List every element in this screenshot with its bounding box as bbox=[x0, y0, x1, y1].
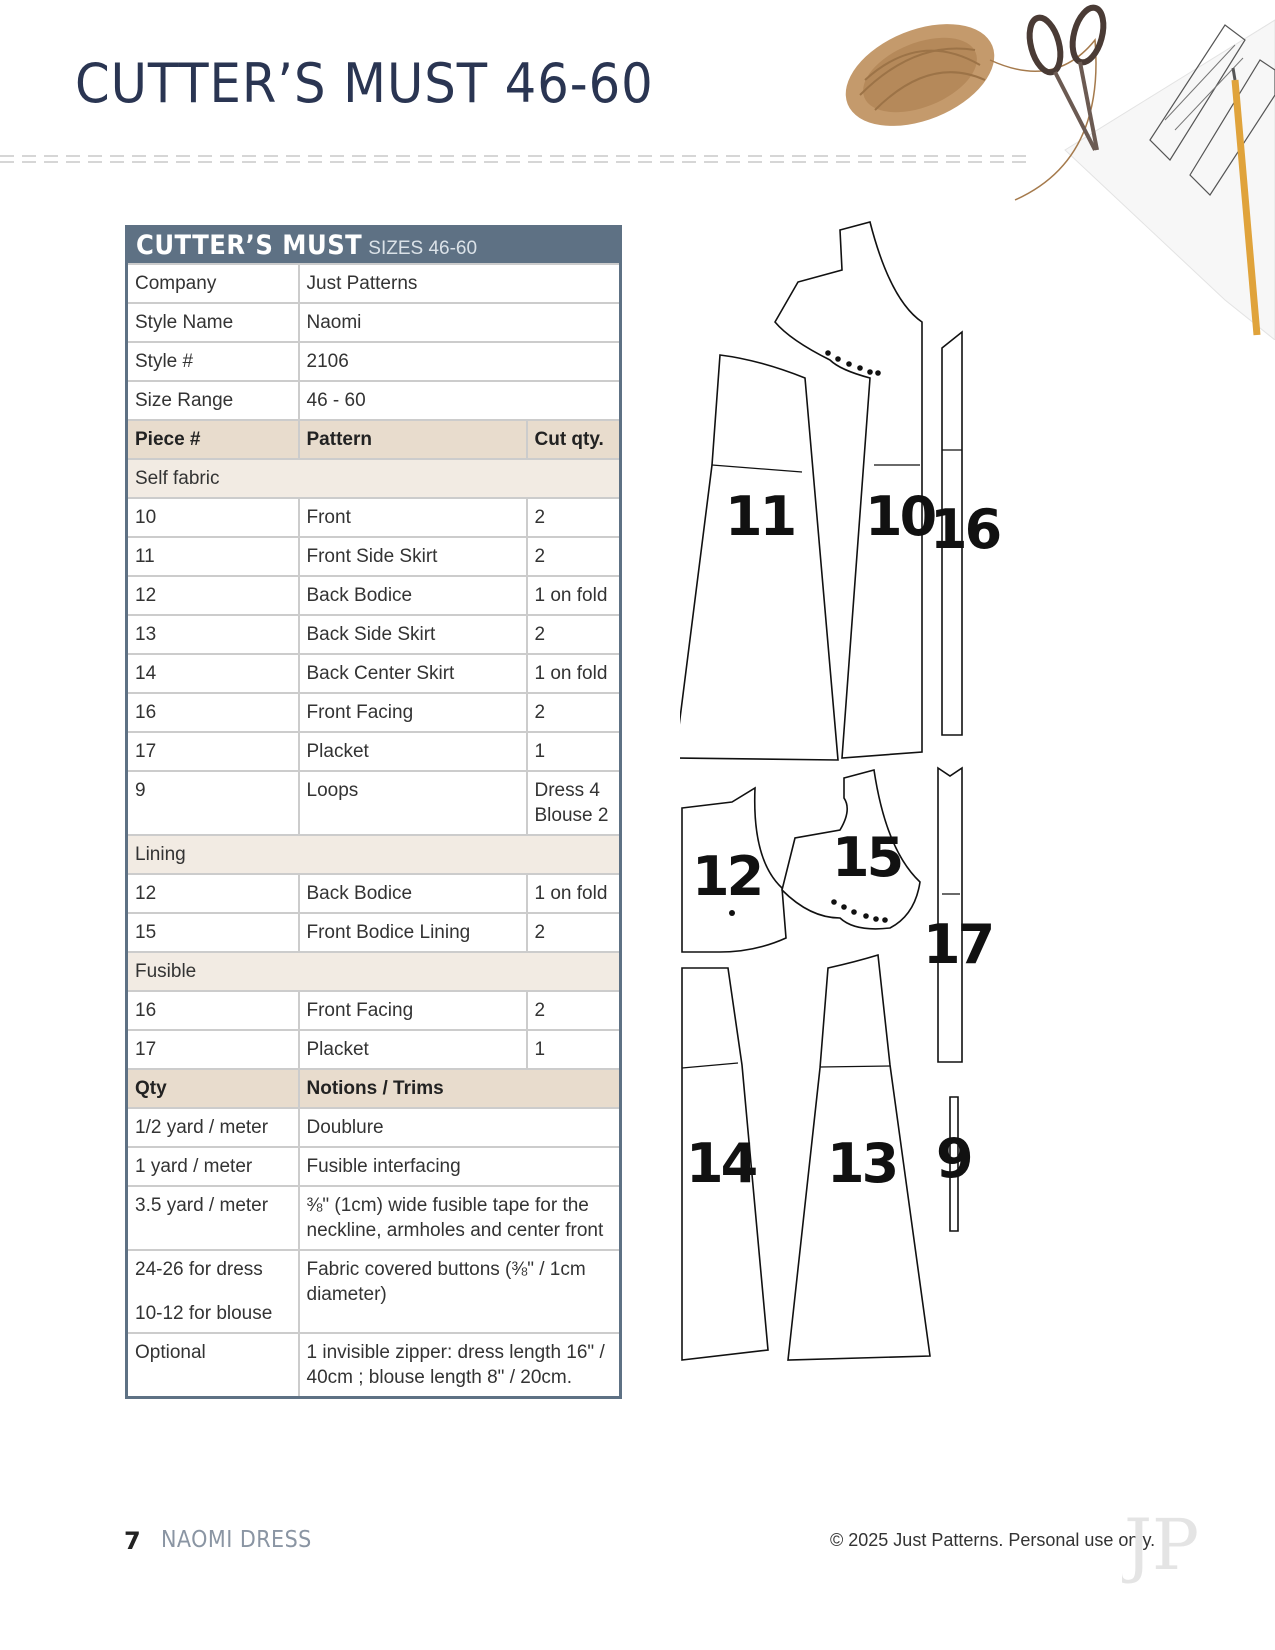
info-row-company bbox=[127, 264, 621, 303]
piece-number: 12 bbox=[127, 576, 299, 615]
info-row-style-number bbox=[127, 342, 621, 381]
table-banner-title: CUTTER’S MUST bbox=[136, 230, 363, 261]
piece-number-label: 16 bbox=[930, 498, 1000, 561]
table-row bbox=[127, 654, 621, 693]
info-row-size-range bbox=[127, 381, 621, 420]
pattern-name: Back Bodice bbox=[299, 576, 527, 615]
notion-qty: 24-26 for dress bbox=[135, 1259, 263, 1280]
table-row bbox=[127, 991, 621, 1030]
notion-item: Fabric covered buttons (⅜" / 1cm diameter) bbox=[299, 1250, 621, 1333]
notion-row bbox=[127, 1333, 621, 1398]
cut-qty: 2 bbox=[527, 537, 621, 576]
notion-qty-cell bbox=[127, 1250, 299, 1333]
section-self-fabric bbox=[127, 459, 621, 498]
piece-number: 10 bbox=[127, 498, 299, 537]
cut-qty: 2 bbox=[527, 498, 621, 537]
info-value: Naomi bbox=[299, 303, 621, 342]
table-row bbox=[127, 732, 621, 771]
pattern-name: Front Facing bbox=[299, 693, 527, 732]
piece-number: 15 bbox=[127, 913, 299, 952]
cut-qty: 2 bbox=[527, 991, 621, 1030]
pattern-piece-13 bbox=[788, 955, 930, 1360]
cut-qty: 2 bbox=[527, 913, 621, 952]
brand-logo-icon bbox=[1122, 1505, 1212, 1585]
section-label: Lining bbox=[127, 835, 621, 874]
table-banner bbox=[127, 227, 621, 265]
pieces-header-row bbox=[127, 420, 621, 459]
piece-number-label: 11 bbox=[725, 485, 795, 548]
cutters-must-table bbox=[125, 225, 622, 1399]
cut-qty: 1 on fold bbox=[527, 874, 621, 913]
pattern-piece-16 bbox=[930, 332, 1000, 735]
table-row bbox=[127, 615, 621, 654]
pattern-name: Front bbox=[299, 498, 527, 537]
pattern-piece-17 bbox=[923, 768, 992, 1062]
pattern-piece-15 bbox=[782, 770, 920, 929]
notion-row bbox=[127, 1250, 621, 1333]
piece-number: 16 bbox=[127, 991, 299, 1030]
page-title: CUTTER’S MUST 46-60 bbox=[75, 52, 654, 115]
piece-number: 16 bbox=[127, 693, 299, 732]
pattern-name: Front Facing bbox=[299, 991, 527, 1030]
piece-number: 9 bbox=[127, 771, 299, 835]
notions-header-row bbox=[127, 1069, 621, 1108]
notion-row bbox=[127, 1147, 621, 1186]
table-row bbox=[127, 771, 621, 835]
table-row bbox=[127, 693, 621, 732]
cut-qty: 1 on fold bbox=[527, 576, 621, 615]
pattern-pieces-diagram bbox=[680, 210, 1040, 1440]
info-value: 46 - 60 bbox=[299, 381, 621, 420]
pattern-name: Placket bbox=[299, 1030, 527, 1069]
info-value: 2106 bbox=[299, 342, 621, 381]
piece-number-label: 10 bbox=[865, 485, 935, 548]
notion-qty: 3.5 yard / meter bbox=[127, 1186, 299, 1250]
pattern-piece-9 bbox=[936, 1097, 971, 1231]
header-pattern: Pattern bbox=[299, 420, 527, 459]
piece-number: 11 bbox=[127, 537, 299, 576]
notion-row bbox=[127, 1108, 621, 1147]
section-lining bbox=[127, 835, 621, 874]
cut-qty: 2 bbox=[527, 693, 621, 732]
cut-qty: 1 bbox=[527, 732, 621, 771]
copyright-notice: © 2025 Just Patterns. Personal use only. bbox=[830, 1530, 1156, 1550]
pattern-name: Front Side Skirt bbox=[299, 537, 527, 576]
piece-number: 17 bbox=[127, 1030, 299, 1069]
piece-number: 14 bbox=[127, 654, 299, 693]
info-value: Just Patterns bbox=[299, 264, 621, 303]
table-row bbox=[127, 576, 621, 615]
piece-number-label: 13 bbox=[827, 1132, 897, 1195]
piece-number-label: 14 bbox=[686, 1132, 756, 1195]
table-row bbox=[127, 537, 621, 576]
pattern-piece-14 bbox=[682, 968, 768, 1360]
table-row bbox=[127, 874, 621, 913]
footer-document-title: NAOMI DRESS bbox=[161, 1527, 312, 1553]
piece-number: 13 bbox=[127, 615, 299, 654]
cut-qty: 2 bbox=[527, 615, 621, 654]
info-label: Style Name bbox=[127, 303, 299, 342]
info-label: Company bbox=[127, 264, 299, 303]
header-qty: Qty bbox=[127, 1069, 299, 1108]
notion-qty: 1/2 yard / meter bbox=[127, 1108, 299, 1147]
notion-qty-secondary: 10-12 for blouse bbox=[135, 1303, 273, 1324]
piece-number-label: 17 bbox=[923, 913, 993, 976]
piece-number: 12 bbox=[127, 874, 299, 913]
piece-number-label: 12 bbox=[692, 845, 762, 908]
header-cut-qty: Cut qty. bbox=[527, 420, 621, 459]
header-piece: Piece # bbox=[127, 420, 299, 459]
info-label: Style # bbox=[127, 342, 299, 381]
brand-logo-text: JP bbox=[1124, 1505, 1200, 1585]
pattern-name: Loops bbox=[299, 771, 527, 835]
pattern-name: Back Center Skirt bbox=[299, 654, 527, 693]
notion-item: 1 invisible zipper: dress length 16" / 40cm ; blouse length 8" / 20cm. bbox=[299, 1333, 621, 1398]
notion-item: Fusible interfacing bbox=[299, 1147, 621, 1186]
pattern-name: Placket bbox=[299, 732, 527, 771]
piece-number: 17 bbox=[127, 732, 299, 771]
cut-qty: 1 on fold bbox=[527, 654, 621, 693]
pattern-piece-12 bbox=[682, 788, 786, 952]
pattern-name: Back Side Skirt bbox=[299, 615, 527, 654]
notion-qty: 1 yard / meter bbox=[127, 1147, 299, 1186]
pattern-name: Front Bodice Lining bbox=[299, 913, 527, 952]
section-label: Fusible bbox=[127, 952, 621, 991]
pattern-name: Back Bodice bbox=[299, 874, 527, 913]
cut-qty: Dress 4 Blouse 2 bbox=[527, 771, 621, 835]
section-fusible bbox=[127, 952, 621, 991]
notion-qty: Optional bbox=[127, 1333, 299, 1398]
piece-number-label: 9 bbox=[936, 1127, 971, 1190]
table-banner-subtitle: SIZES 46-60 bbox=[368, 238, 478, 259]
notion-item: ⅜" (1cm) wide fusible tape for the neckline, armholes and center front bbox=[299, 1186, 621, 1250]
piece-number-label: 15 bbox=[832, 826, 902, 889]
info-label: Size Range bbox=[127, 381, 299, 420]
pattern-piece-11 bbox=[680, 355, 838, 760]
page-number: 7 bbox=[124, 1527, 141, 1555]
table-row bbox=[127, 1030, 621, 1069]
table-row bbox=[127, 498, 621, 537]
notion-item: Doublure bbox=[299, 1108, 621, 1147]
header-notions: Notions / Trims bbox=[299, 1069, 621, 1108]
table-row bbox=[127, 913, 621, 952]
cut-qty: 1 bbox=[527, 1030, 621, 1069]
info-row-style-name bbox=[127, 303, 621, 342]
section-label: Self fabric bbox=[127, 459, 621, 498]
notion-row bbox=[127, 1186, 621, 1250]
